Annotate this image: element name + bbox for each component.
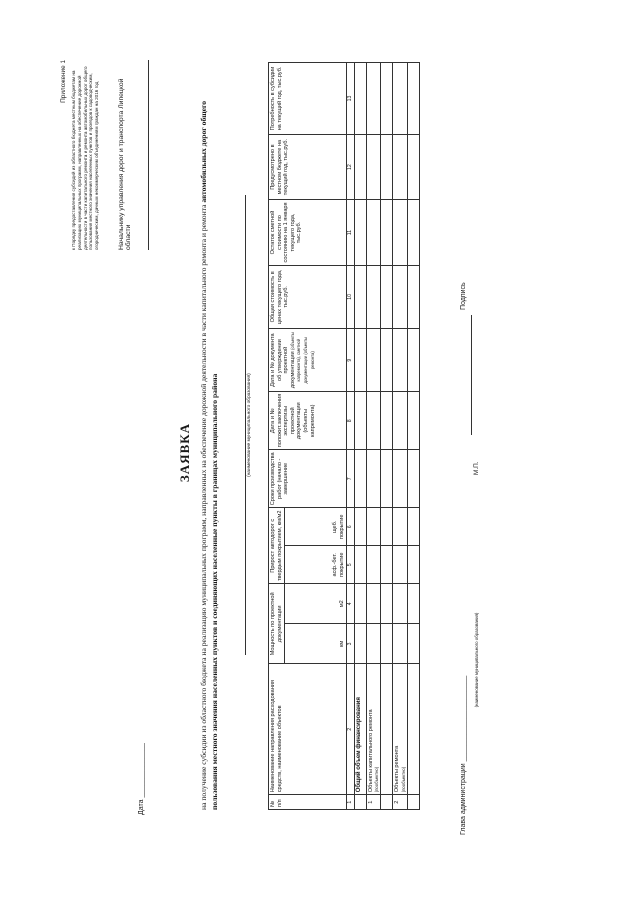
header-capacity: Мощность по проектной документации [269, 584, 285, 664]
cell-empty [366, 63, 381, 135]
cell-empty [354, 392, 366, 450]
cell-empty [354, 265, 366, 328]
cell-empty [354, 134, 366, 199]
document-subtitle [198, 60, 220, 810]
head-of-administration-label: Глава администрации ______________________ [460, 675, 467, 835]
cell-empty [381, 508, 393, 546]
header-capacity-m2: м2 [285, 584, 347, 624]
cell-empty [393, 624, 408, 664]
column-number: 6 [347, 508, 355, 546]
cell-empty [393, 546, 408, 584]
date-label: Дата ______________ [138, 743, 145, 815]
cell-empty [381, 134, 393, 199]
cell-empty [393, 200, 408, 265]
row-note: (пообъектно) [374, 766, 380, 793]
header-num: № п/п [269, 795, 347, 810]
row-label-cell [393, 664, 408, 795]
cell-empty [366, 200, 381, 265]
column-number: 9 [347, 328, 355, 391]
cell-empty [393, 508, 408, 546]
cell-empty [381, 546, 393, 584]
header-remaining-cost: Остаток сметной стоимости по состоянию на 1 января текущего года, тыс.руб. [269, 200, 347, 265]
cell-empty [407, 328, 419, 391]
head-caption: (наименование муниципального образования) [474, 612, 479, 708]
table-row-total [354, 63, 366, 810]
appendix-text: к Порядку предоставления субсидий из областного бюджета местным бюджетам на реализацию муниципальных программ, направленных на обеспечение дорожной деятельности в части капитального ремонта и ремонта автомобильных дорог общего пользования местного значения населенных пунктов и проездов к садоводческим, огородническим, дачным некоммерческим объединениям граждан на 2016 год [71, 66, 100, 250]
column-number: 5 [347, 546, 355, 584]
appendix-title: Приложение 1 [60, 60, 67, 103]
cell-empty [381, 664, 393, 795]
cell-empty [381, 624, 393, 664]
cell-empty [407, 63, 419, 135]
header-local-budget: Предусмотрено в местном бюджете на текущий год, тыс.руб. [269, 134, 347, 199]
cell-empty [407, 624, 419, 664]
cell-empty [393, 328, 408, 391]
column-number: 3 [347, 624, 355, 664]
header-growth-blank [285, 508, 299, 546]
table-row [393, 63, 408, 810]
column-number: 13 [347, 63, 355, 135]
cell-empty [393, 392, 408, 450]
cell-empty [354, 584, 366, 624]
row-label-cell [366, 664, 381, 795]
column-number-row [347, 63, 355, 810]
municipality-caption: (наименование муниципального образования) [247, 373, 252, 477]
subtitle-bold: автомобильных дорог общего пользования местного значения населенных пунктов и соединяющих населенные пункты в границах муниципального района [199, 100, 219, 810]
cell-empty [407, 392, 419, 450]
cell-empty [366, 134, 381, 199]
header-growth-gravel: щеб. покрытие [299, 508, 347, 546]
cell-empty [354, 795, 366, 810]
cell-empty [354, 63, 366, 135]
signature-line [471, 315, 472, 435]
cell-empty [354, 200, 366, 265]
cell-empty [407, 200, 419, 265]
header-approval-main: Дата и № документа об утверждении проектной документации [270, 333, 296, 389]
header-total-cost: Общая стоимость в ценах текущего года, тыс.руб. [269, 265, 347, 328]
cell-empty [393, 265, 408, 328]
document-title: ЗАЯВКА [177, 422, 192, 483]
cell-empty [366, 584, 381, 624]
cell-empty [381, 795, 393, 810]
cell-empty [393, 450, 408, 508]
cell-empty [381, 265, 393, 328]
cell-empty [393, 63, 408, 135]
cell-empty [381, 328, 393, 391]
request-table [268, 62, 420, 810]
cell-empty [354, 450, 366, 508]
addressee: Начальнику управления дорог и транспорта Липецкой области [118, 78, 132, 250]
cell-empty [393, 134, 408, 199]
cell-empty [366, 328, 381, 391]
cell-empty [407, 265, 419, 328]
cell-empty [393, 584, 408, 624]
total-label: Общий объем финансирования [354, 664, 366, 795]
cell-empty [354, 624, 366, 664]
cell-empty [407, 134, 419, 199]
column-number: 10 [347, 265, 355, 328]
cell-empty [366, 624, 381, 664]
cell-empty [407, 450, 419, 508]
cell-empty [354, 328, 366, 391]
subtitle-plain: на получение субсидии из областного бюджета на реализацию муниципальных программ, направленных на обеспечение дорожной деятельности в части капитального ремонта и ремонта [199, 204, 208, 810]
column-number: 11 [347, 200, 355, 265]
cell-empty [381, 63, 393, 135]
header-growth-asphalt: асф.-бет. покрытие [299, 546, 347, 584]
header-growth: Прирост автодорог с твердым покрытием, км/м2 [269, 508, 285, 584]
header-approval-note: (объекты капремонта), сметной документации (объекты ремонта) [289, 332, 315, 384]
header-terms: Сроки производства работ (начало - завершение [269, 450, 347, 508]
row-label: Объекты капитального ремонта [367, 709, 374, 793]
table-row-blank [381, 63, 393, 810]
header-expertise: Дата и № положит.заключения экспертизы проектной документации (объекты капремонта) [269, 392, 347, 450]
header-row [269, 63, 285, 810]
row-num: 2 [393, 795, 408, 810]
cell-empty [381, 584, 393, 624]
cell-empty [366, 546, 381, 584]
header-subsidy-need: Потребность в субсидии на текущий год, тыс.руб. [269, 63, 347, 135]
header-approval [269, 328, 347, 391]
column-number: 12 [347, 134, 355, 199]
column-number: 1 [347, 795, 355, 810]
table-row [366, 63, 381, 810]
cell-empty [366, 265, 381, 328]
row-label: Объекты ремонта [394, 745, 401, 793]
header-capacity-km: км [285, 624, 347, 664]
column-number: 4 [347, 584, 355, 624]
addressee-line [148, 60, 149, 250]
cell-empty [381, 392, 393, 450]
stamp-label: М.П. [473, 461, 480, 475]
cell-empty [354, 508, 366, 546]
cell-empty [407, 664, 419, 795]
cell-empty [381, 450, 393, 508]
cell-empty [381, 200, 393, 265]
row-note: (пообъектно) [400, 766, 406, 793]
cell-empty [407, 546, 419, 584]
cell-empty [407, 795, 419, 810]
header-growth-blank [285, 546, 299, 584]
table-row-blank [407, 63, 419, 810]
cell-empty [407, 508, 419, 546]
municipality-line [245, 195, 246, 655]
cell-empty [366, 450, 381, 508]
column-number: 2 [347, 664, 355, 795]
column-number: 8 [347, 392, 355, 450]
cell-empty [354, 546, 366, 584]
cell-empty [407, 584, 419, 624]
column-number: 7 [347, 450, 355, 508]
cell-empty [366, 392, 381, 450]
header-name: Наименование направления расходования средств, наименование объектов [269, 664, 347, 795]
row-num: 1 [366, 795, 381, 810]
signature-label: Подпись [460, 282, 467, 310]
cell-empty [366, 508, 381, 546]
